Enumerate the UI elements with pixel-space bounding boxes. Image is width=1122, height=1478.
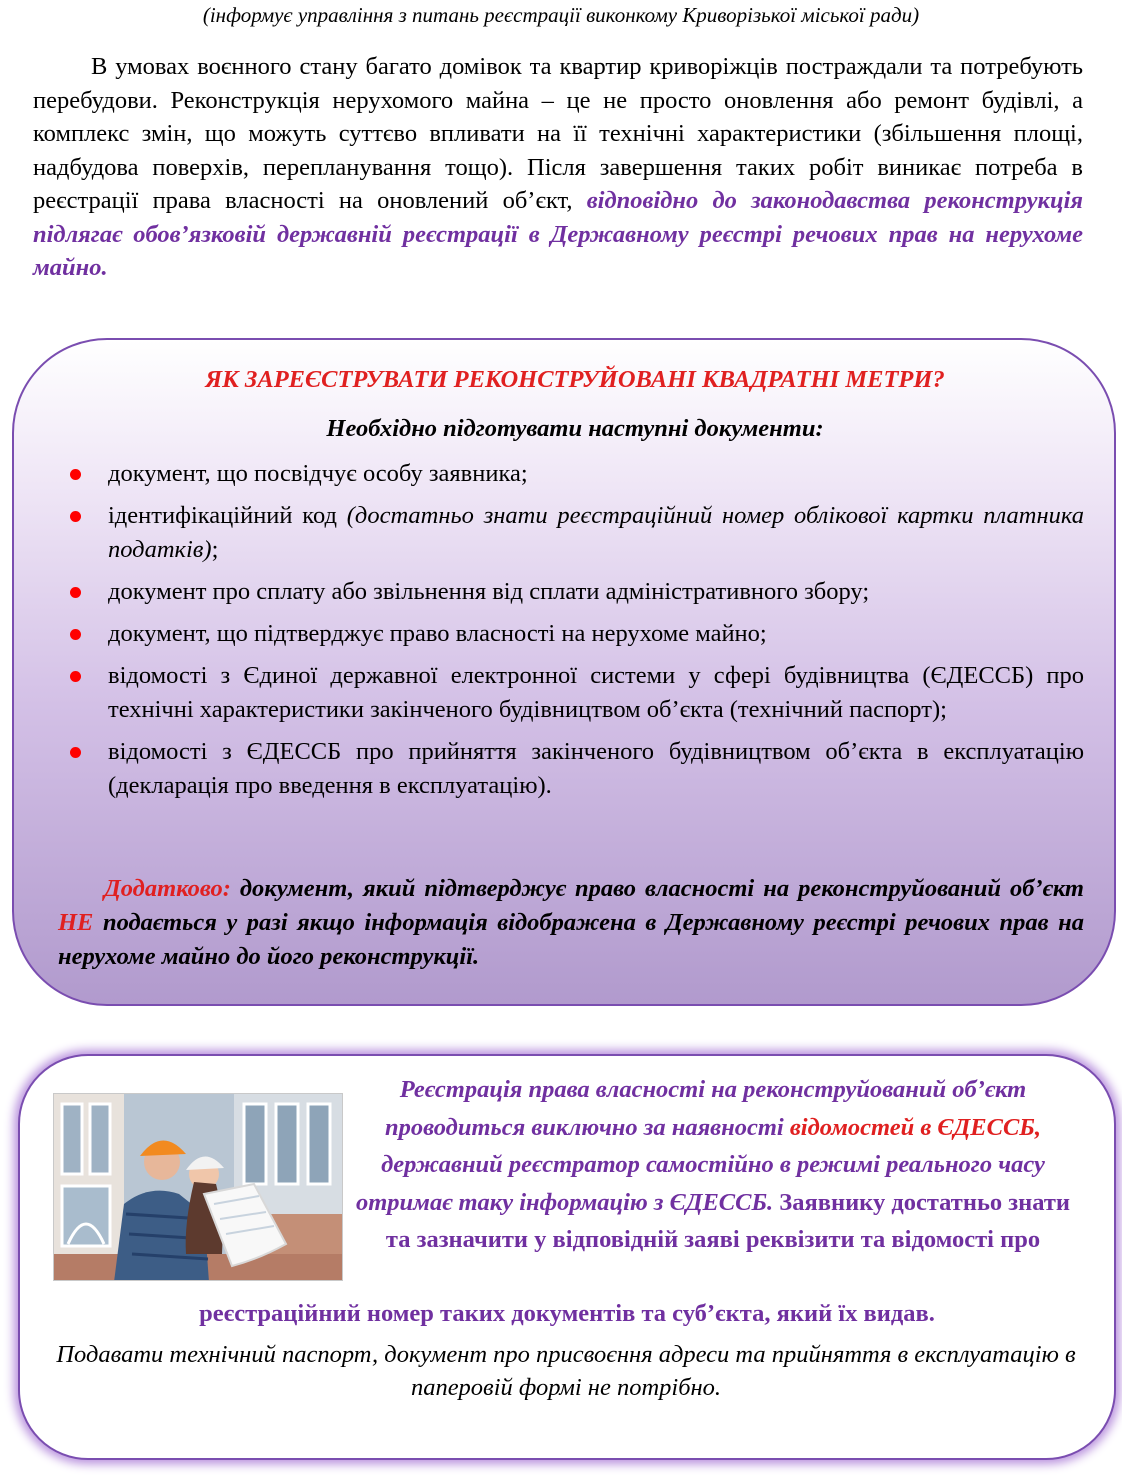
list-item [60, 617, 1084, 651]
list-item-text: документ, що підтверджує право власності на нерухоме майно; [108, 620, 767, 647]
list-item [60, 575, 1084, 609]
list-item-tail: ; [211, 536, 219, 563]
registration-highlight: відомостей в ЄДЕССБ, [789, 1113, 1041, 1141]
final-note: Подавати технічний паспорт, документ про присвоєння адреси та прийняття в експлуатацію в паперовій формі не потрібно. [56, 1341, 1076, 1401]
additional-not: НЕ [58, 909, 94, 936]
construction-workers-image [53, 1093, 343, 1281]
list-item [60, 457, 1084, 491]
list-item-text: відомості з Єдиної державної електронної системи у сфері будівництва (ЄДЕССБ) про технічні характеристики закінченого будівництвом об’єкта (технічний паспорт); [108, 662, 1084, 723]
registration-part-1: Реєстрація права власності на реконструйований об’єкт проводиться виключно за наявності [385, 1076, 1027, 1141]
list-item-text: документ, що посвідчує особу заявника; [108, 460, 528, 487]
list-item [60, 735, 1084, 803]
list-item-text: документ про сплату або звільнення від сплати адміністративного збору; [108, 578, 870, 605]
intro-paragraph [33, 50, 1083, 285]
intro-emphasis: відповідно до законодавства реконструкція підлягає обов’язковій державній реєстрації в Державному реєстрі речових прав на нерухоме майно. [33, 187, 1083, 281]
registration-tail: реєстраційний номер таких документів та суб’єкта, який їх видав. [199, 1300, 935, 1327]
additional-note [58, 872, 1084, 974]
registration-text [352, 1071, 1074, 1259]
documents-list [60, 457, 1084, 811]
additional-text-2: подається у разі якщо інформація відображена в Державному реєстрі речових прав на нерухоме майно до його реконструкції. [58, 909, 1084, 970]
bullet-icon [70, 511, 81, 522]
list-item-text: відомості з ЄДЕССБ про прийняття закінченого будівництвом об’єкта в експлуатацію (декларація про введення в експлуатацію). [108, 738, 1084, 799]
bullet-icon [70, 469, 81, 480]
bullet-icon [70, 587, 81, 598]
list-item [60, 659, 1084, 727]
bullet-icon [70, 747, 81, 758]
additional-text-1: документ, який підтверджує право власності на реконструйований об’єкт [230, 875, 1084, 902]
registration-part-3: Заявнику достатньо знати та зазначити у відповідній заяві реквізити та відомості про [385, 1188, 1071, 1253]
construction-workers-illustration [54, 1094, 343, 1281]
list-item-note: (достатньо знати реєстраційний номер облікової картки платника податків) [108, 502, 1084, 563]
documents-panel-title: ЯК ЗАРЕЄСТРУВАТИ РЕКОНСТРУЙОВАНІ КВАДРАТНІ МЕТРИ? [205, 366, 945, 393]
intro-text: В умовах воєнного стану багато домівок та квартир криворіжців постраждали та потребують перебудови. Реконструкція нерухомого майна – це не просто оновлення або ремонт будівлі, а комплекс змін, що можуть суттєво впливати на її технічні характеристики (збільшення площі, надбудова поверхів, перепланування тощо). Після завершення таких робіт виникає потреба в реєстрації права власності на оновлений об’єкт, [33, 53, 1083, 214]
additional-label: Додатково: [104, 875, 231, 902]
bullet-icon [70, 629, 81, 640]
documents-panel-subtitle: Необхідно підготувати наступні документи: [326, 415, 824, 442]
list-item-text: ідентифікаційний код [108, 502, 347, 529]
source-note: (інформує управління з питань реєстрації виконкому Криворізької міської ради) [202, 3, 920, 27]
registration-part-2: державний реєстратор самостійно в режимі реального часу отримає таку інформацію з ЄДЕССБ. [355, 1151, 1045, 1216]
bullet-icon [70, 671, 81, 682]
list-item [60, 499, 1084, 567]
